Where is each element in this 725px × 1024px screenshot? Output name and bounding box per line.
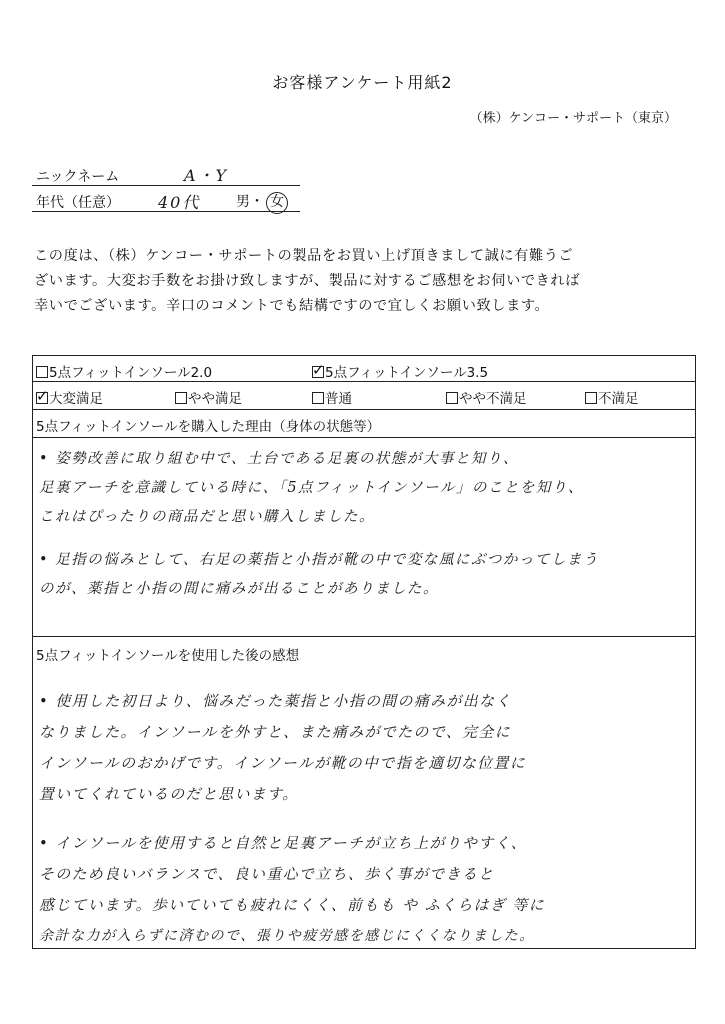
reason-handwriting [39, 445, 599, 604]
product-label: 5点フィットインソール3.5 [325, 365, 489, 381]
company-name: （株）ケンコー・サポート（東京） [469, 111, 677, 126]
impression-line: なりました。インソールを外すと、また痛みがでたので、完全に [39, 724, 512, 741]
rating-option[interactable] [36, 387, 103, 407]
rating-label: 不満足 [598, 391, 639, 407]
nickname-value: A・Y [184, 166, 229, 185]
rating-checkbox[interactable] [36, 392, 48, 404]
reason-line: 足裏アーチを意識している時に、「5点フィットインソール」のことを知り、 [39, 480, 584, 496]
impression-line: 感じています。歩いていても疲れにくく、前もも や ふくらはぎ 等に [39, 897, 546, 914]
reason-divider [33, 437, 695, 438]
product-row [33, 356, 695, 382]
intro-line: ざいます。大変お手数をお掛け致しますが、製品に対するご感想をお伺いできれば [34, 273, 581, 289]
reason-line: • 足指の悩みとして、右足の薬指と小指が靴の中で変な風にぶつかってしまう [39, 552, 599, 568]
reason-line: • 姿勢改善に取り組む中で、土台である足裏の状態が大事と知り、 [39, 451, 519, 467]
rating-row [33, 381, 695, 410]
impression-line: 置いてくれているのだと思います。 [39, 786, 299, 803]
rating-option[interactable] [585, 387, 639, 407]
rating-checkbox[interactable] [446, 392, 458, 404]
rating-option[interactable] [312, 387, 352, 407]
intro-text [34, 244, 694, 319]
age-value: 40代 [158, 193, 201, 212]
nickname-label: ニックネーム [36, 169, 120, 185]
product-label: 5点フィットインソール2.0 [49, 365, 213, 381]
impression-line: そのため良いバランスで、良い重心で立ち、歩く事ができると [39, 866, 495, 883]
intro-line: この度は、（株）ケンコー・サポートの製品をお買い上げ頂きまして誠に有難うご [34, 248, 574, 264]
gender-male: 男 [236, 194, 250, 210]
rating-label: やや不満足 [459, 391, 527, 407]
rating-label: やや満足 [188, 391, 242, 407]
reason-line: のが、薬指と小指の間に痛みが出ることがありました。 [39, 581, 439, 597]
reason-section [33, 409, 695, 637]
gender-separator: ・ [250, 194, 264, 210]
rating-label: 普通 [325, 391, 352, 407]
rating-checkbox[interactable] [585, 392, 597, 404]
age-row [32, 189, 300, 212]
impression-heading: 5点フィットインソールを使用した後の感想 [36, 648, 300, 664]
impression-line: • インソールを使用すると自然と足裏アーチが立ち上がりやすく、 [39, 835, 528, 852]
product-option[interactable] [312, 361, 488, 381]
impression-handwriting [39, 686, 545, 952]
gender-female-circled: 女 [266, 192, 288, 214]
rating-option[interactable] [175, 387, 242, 407]
product-option[interactable] [36, 361, 212, 381]
product-checkbox-3-5[interactable] [312, 366, 324, 378]
rating-checkbox[interactable] [175, 392, 187, 404]
gender-field [236, 191, 288, 214]
intro-line: 幸いでございます。辛口のコメントでも結構ですので宜しくお願い致します。 [34, 298, 550, 314]
rating-option[interactable] [446, 387, 527, 407]
impression-line: • 使用した初日より、悩みだった薬指と小指の間の痛みが出なく [39, 693, 512, 710]
age-label: 年代（任意） [36, 195, 120, 211]
reason-heading: 5点フィットインソールを購入した理由（身体の状態等） [36, 419, 381, 435]
nickname-row [32, 163, 300, 186]
rating-checkbox[interactable] [312, 392, 324, 404]
impression-line: 余計な力が入らずに済むので、張りや疲労感を感じにくくなりました。 [39, 928, 535, 944]
reason-line: これはぴったりの商品だと思い購入しました。 [39, 509, 375, 525]
product-checkbox-2-0[interactable] [36, 366, 48, 378]
impression-line: インソールのおかげです。インソールが靴の中で指を適切な位置に [39, 755, 527, 772]
survey-table [32, 355, 696, 949]
impression-section [33, 636, 695, 948]
form-title: お客様アンケート用紙2 [272, 73, 453, 92]
rating-label: 大変満足 [49, 391, 103, 407]
